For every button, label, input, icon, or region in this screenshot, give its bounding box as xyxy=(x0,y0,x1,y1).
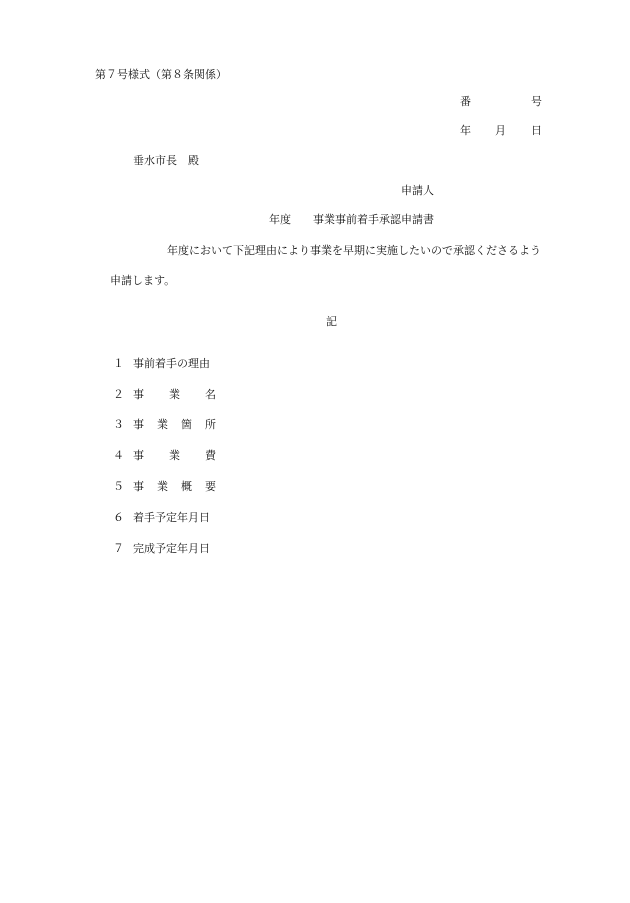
form-number: 第７号様式（第８条関係） xyxy=(95,68,227,81)
item-label-char: 費 xyxy=(205,449,216,462)
item-label-start-date: 着手予定年月日 xyxy=(133,511,210,524)
item-number: ５ xyxy=(113,480,124,493)
applicant-label: 申請人 xyxy=(401,184,434,197)
day-label: 日 xyxy=(531,124,542,137)
body-line-1: 年度において下記理由により事業を早期に実施したいので承認くださるよう xyxy=(167,244,541,257)
item-label-char: 箇 xyxy=(181,418,192,431)
item-label-char: 事 xyxy=(133,418,144,431)
item-number: １ xyxy=(113,357,124,370)
item-label-char: 要 xyxy=(205,480,216,493)
item-number: ６ xyxy=(113,511,124,524)
item-label-char: 業 xyxy=(157,480,168,493)
item-label-char: 事 xyxy=(133,449,144,462)
month-label: 月 xyxy=(495,124,506,137)
item-label-char: 所 xyxy=(205,418,216,431)
item-label-reason: 事前着手の理由 xyxy=(133,357,210,370)
item-label-char: 業 xyxy=(157,418,168,431)
item-number: ４ xyxy=(113,449,124,462)
item-label-char: 事 xyxy=(133,480,144,493)
item-label-char: 業 xyxy=(169,388,180,401)
title-year-label: 年度 xyxy=(269,213,291,226)
document-title: 事業事前着手承認申請書 xyxy=(313,213,434,226)
item-number: ７ xyxy=(113,542,124,555)
number-label: 番 xyxy=(460,95,471,108)
item-label-char: 名 xyxy=(205,388,216,401)
number-suffix: 号 xyxy=(531,95,542,108)
item-number: ３ xyxy=(113,418,124,431)
item-label-char: 業 xyxy=(169,449,180,462)
item-label-completion-date: 完成予定年月日 xyxy=(133,542,210,555)
ki-heading: 記 xyxy=(326,315,337,328)
year-label: 年 xyxy=(460,124,471,137)
addressee: 垂水市長 殿 xyxy=(133,154,199,167)
item-label-char: 事 xyxy=(133,388,144,401)
item-number: ２ xyxy=(113,388,124,401)
item-label-char: 概 xyxy=(181,480,192,493)
body-line-2: 申請します。 xyxy=(110,274,176,287)
